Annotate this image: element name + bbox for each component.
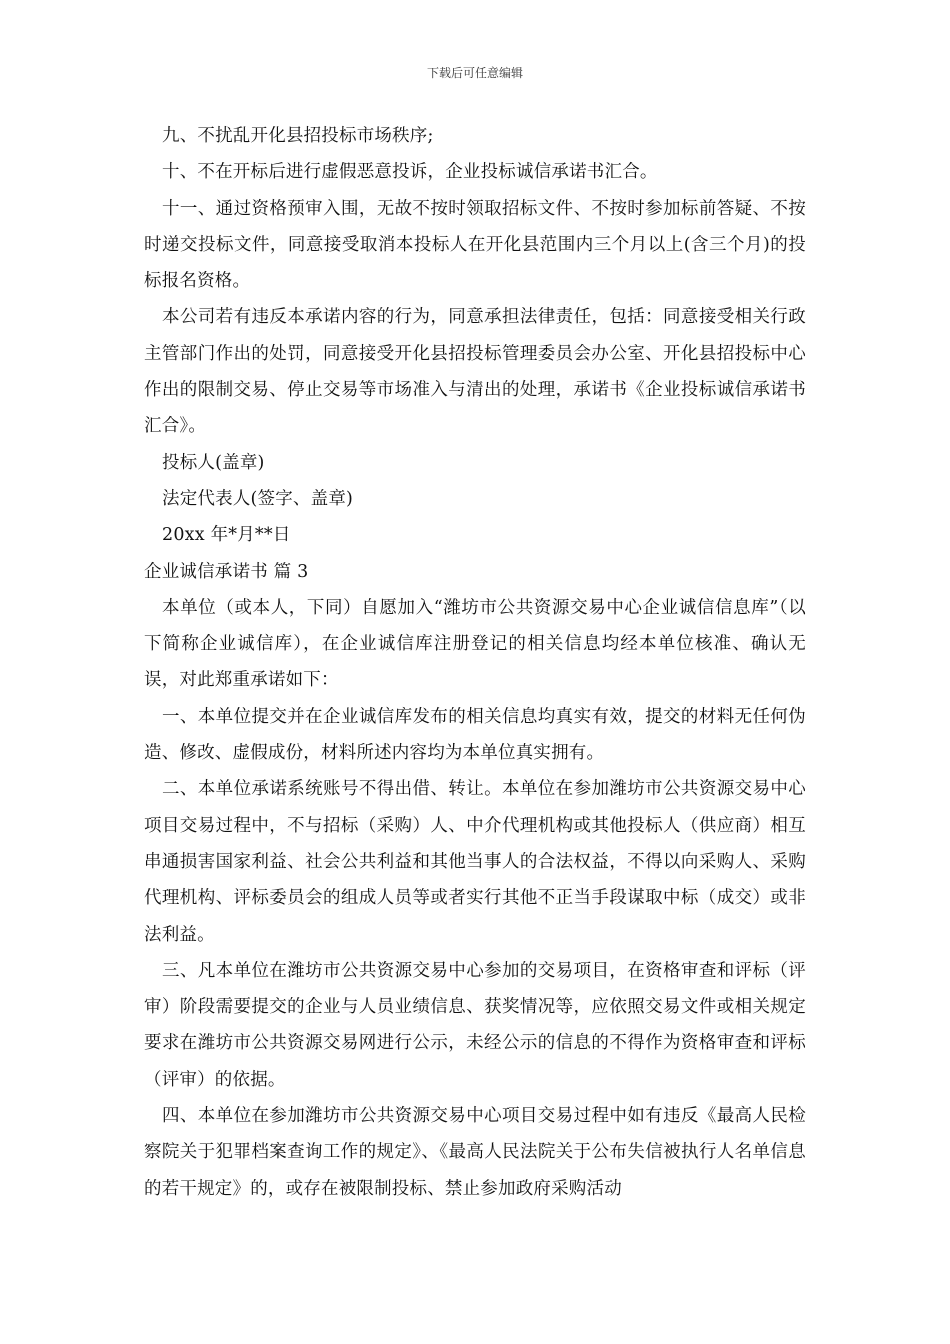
paragraph: 一、本单位提交并在企业诚信库发布的相关信息均真实有效，提交的材料无任何伪造、修改、虚假成份，材料所述内容均为本单位真实拥有。 <box>144 706 806 764</box>
signature-legal-rep: 法定代表人(签字、盖章) <box>162 488 354 509</box>
signature-date: 20xx 年*月**日 <box>162 525 291 546</box>
paragraph: 本公司若有违反本承诺内容的行为，同意承担法律责任，包括：同意接受相关行政主管部门作出的处罚，同意接受开化县招投标管理委员会办公室、开化县招投标中心作出的限制交易、停止交易等市场准入与清出的处理，承诺书《企业投标诚信承诺书汇合》。 <box>144 307 806 437</box>
paragraph: 十一、通过资格预审入围，无故不按时领取招标文件、不按时参加标前答疑、不按时递交投标文件，同意接受取消本投标人在开化县范围内三个月以上(含三个月)的投标报名资格。 <box>144 198 806 292</box>
signature-bidder: 投标人(盖章) <box>162 452 265 473</box>
paragraph: 九、不扰乱开化县招投标市场秩序; <box>162 126 434 146</box>
paragraph: 十、不在开标后进行虚假恶意投诉，企业投标诚信承诺书汇合。 <box>162 162 658 183</box>
paragraph: 本单位（或本人，下同）自愿加入“潍坊市公共资源交易中心企业诚信信息库”（以下简称企业诚信库），在企业诚信库注册登记的相关信息均经本单位核准、确认无误，对此郑重承诺如下： <box>144 597 806 691</box>
document-body <box>144 118 806 1207</box>
paragraph: 四、本单位在参加潍坊市公共资源交易中心项目交易过程中如有违反《最高人民检察院关于犯罪档案查询工作的规定》、《最高人民法院关于公布失信被执行人名单信息的若干规定》的，或存在被限制投标、禁止参加政府采购活动 <box>144 1106 806 1199</box>
header-note: 下载后可任意编辑 <box>426 66 523 80</box>
paragraph: 二、本单位承诺系统账号不得出借、转让。本单位在参加潍坊市公共资源交易中心项目交易过程中，不与招标（采购）人、中介代理机构或其他投标人（供应商）相互串通损害国家利益、社会公共利益和其他当事人的合法权益，不得以向采购人、采购代理机构、评标委员会的组成人员等或者实行其他不正当手段谋取中标（成交）或非法利益。 <box>144 779 806 945</box>
paragraph: 三、凡本单位在潍坊市公共资源交易中心参加的交易项目，在资格审查和评标（评审）阶段需要提交的企业与人员业绩信息、获奖情况等，应依照交易文件或相关规定要求在潍坊市公共资源交易网进行公示，未经公示的信息的不得作为资格审查和评标（评审）的依据。 <box>144 960 806 1090</box>
section-heading: 企业诚信承诺书 篇 3 <box>144 561 309 582</box>
